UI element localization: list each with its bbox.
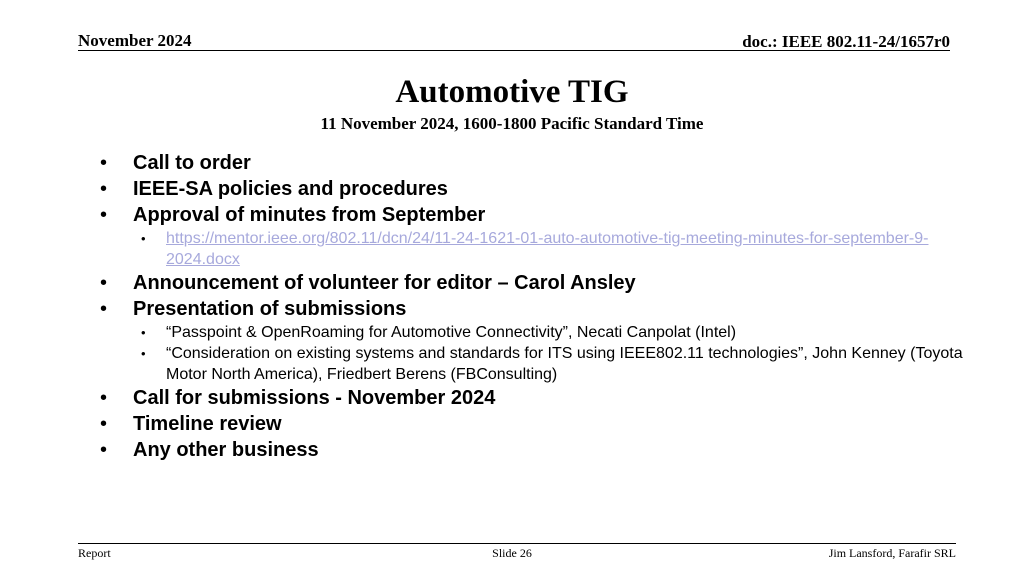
agenda-item-call-for-submissions	[100, 385, 970, 411]
agenda-item-label: IEEE-SA policies and procedures	[133, 178, 448, 200]
footer-divider	[78, 543, 956, 544]
slide-title: Automotive TIG	[395, 74, 629, 110]
bullet-icon: •	[100, 152, 108, 174]
bullet-icon: •	[100, 413, 108, 435]
agenda-item-label: Timeline review	[133, 413, 282, 435]
header-divider	[78, 50, 950, 51]
footer-left: Report	[78, 546, 111, 560]
agenda-item-call-to-order	[100, 150, 970, 176]
agenda-item-presentation	[100, 296, 970, 322]
bullet-icon: •	[141, 231, 146, 246]
bullet-icon: •	[141, 346, 146, 361]
bullet-icon: •	[100, 204, 108, 226]
bullet-icon: •	[100, 298, 108, 320]
footer-slide-number: Slide 26	[492, 546, 532, 560]
bullet-icon: •	[100, 387, 108, 409]
sub-item-minutes-link	[141, 228, 970, 270]
minutes-link[interactable]: https://mentor.ieee.org/802.11/dcn/24/11-24-1621-01-auto-automotive-tig-meeting-minutes-for-september-9-2024.docx	[166, 230, 929, 268]
header-doc-number: doc.: IEEE 802.11-24/1657r0	[742, 32, 950, 51]
agenda-item-label: Approval of minutes from September	[133, 204, 486, 226]
agenda-item-policies	[100, 176, 970, 202]
agenda-list	[100, 150, 970, 463]
slide-subtitle: 11 November 2024, 1600-1800 Pacific Standard Time	[320, 114, 704, 133]
sub-item-submission-1	[141, 322, 970, 343]
agenda-item-minutes	[100, 202, 970, 228]
bullet-icon: •	[100, 178, 108, 200]
agenda-item-label: Call for submissions - November 2024	[133, 387, 496, 409]
sub-item-submission-2	[141, 343, 970, 385]
header-date: November 2024	[78, 31, 192, 50]
footer-author: Jim Lansford, Farafir SRL	[828, 546, 956, 560]
bullet-icon: •	[100, 272, 108, 294]
submission-label: “Passpoint & OpenRoaming for Automotive Connectivity”, Necati Canpolat (Intel)	[166, 324, 737, 341]
bullet-icon: •	[141, 325, 146, 340]
submission-label: “Consideration on existing systems and standards for ITS using IEEE802.11 technologies”, John Kenney (Toyota Motor North America), Friedbert Berens (FBConsulting)	[166, 345, 963, 383]
agenda-item-label: Any other business	[133, 439, 319, 461]
agenda-item-label: Presentation of submissions	[133, 298, 407, 320]
agenda-item-aob	[100, 437, 970, 463]
agenda-item-timeline	[100, 411, 970, 437]
agenda-item-volunteer	[100, 270, 970, 296]
bullet-icon: •	[100, 439, 108, 461]
agenda-item-label: Announcement of volunteer for editor – Carol Ansley	[133, 272, 636, 294]
agenda-item-label: Call to order	[133, 152, 251, 174]
